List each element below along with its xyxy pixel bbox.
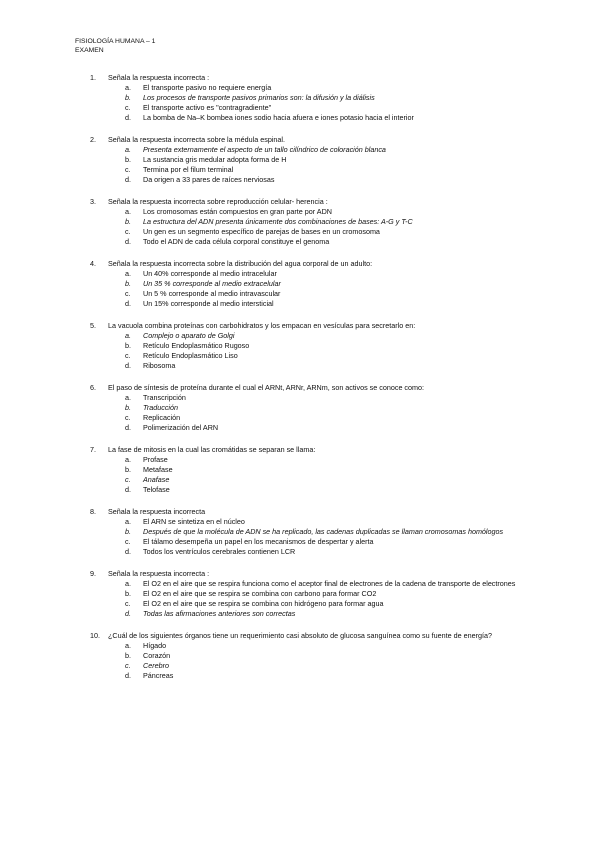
option-text: El transporte pasivo no requiere energía: [143, 83, 272, 92]
option-letter: b.: [125, 589, 131, 598]
answer-option: [125, 527, 530, 537]
question: [90, 383, 530, 433]
answer-option: [125, 393, 530, 403]
answer-option: [125, 289, 530, 299]
answer-option: [125, 227, 530, 237]
option-letter: b.: [125, 93, 131, 102]
option-letter: c.: [125, 475, 131, 484]
answer-option: [125, 279, 530, 289]
option-text: Telofase: [143, 485, 170, 494]
answer-option: [125, 83, 530, 93]
answer-option: [125, 217, 530, 227]
answer-option: [125, 237, 530, 247]
option-list: [108, 517, 530, 557]
option-letter: d.: [125, 423, 131, 432]
answer-option: [125, 113, 530, 123]
option-text: Presenta externamente el aspecto de un tallo cilíndrico de coloración blanca: [143, 145, 386, 154]
answer-option: [125, 589, 530, 599]
option-letter: b.: [125, 155, 131, 164]
answer-option: [125, 455, 530, 465]
question-text: ¿Cuál de los siguientes órganos tiene un requerimiento casi absoluto de glucosa sanguínea como su fuente de energía?: [108, 631, 492, 640]
question: [90, 321, 530, 371]
question-text: Señala la respuesta incorrecta :: [108, 569, 210, 578]
course-title: FISIOLOGÍA HUMANA – 1: [75, 38, 156, 45]
question: [90, 197, 530, 247]
question: [90, 73, 530, 123]
option-letter: d.: [125, 671, 131, 680]
option-text: La sustancia gris medular adopta forma de H: [143, 155, 287, 164]
answer-option: [125, 651, 530, 661]
option-text: Los procesos de transporte pasivos primarios son: la difusión y la diálisis: [143, 93, 375, 102]
option-letter: b.: [125, 465, 131, 474]
question-text: Señala la respuesta incorrecta sobre reproducción celular- herencia :: [108, 197, 328, 206]
answer-option: [125, 269, 530, 279]
option-list: [108, 145, 530, 185]
option-letter: d.: [125, 547, 131, 556]
question-number: 8.: [90, 507, 96, 516]
option-letter: a.: [125, 145, 131, 154]
option-text: Termina por el filum terminal: [143, 165, 234, 174]
option-text: Replicación: [143, 413, 181, 422]
answer-option: [125, 547, 530, 557]
question: [90, 569, 530, 619]
option-letter: c.: [125, 351, 131, 360]
option-letter: a.: [125, 331, 131, 340]
option-letter: c.: [125, 165, 131, 174]
answer-option: [125, 661, 530, 671]
answer-option: [125, 413, 530, 423]
answer-option: [125, 103, 530, 113]
question-number: 6.: [90, 383, 96, 392]
answer-option: [125, 351, 530, 361]
question: [90, 445, 530, 495]
option-letter: a.: [125, 83, 131, 92]
answer-option: [125, 423, 530, 433]
option-list: [108, 393, 530, 433]
option-list: [108, 579, 530, 619]
answer-option: [125, 641, 530, 651]
answer-option: [125, 175, 530, 185]
answer-option: [125, 331, 530, 341]
answer-option: [125, 609, 530, 619]
option-letter: b.: [125, 403, 131, 412]
answer-option: [125, 599, 530, 609]
option-text: Todos los ventrículos cerebrales contienen LCR: [143, 547, 296, 556]
question-text: La vacuola combina proteínas con carbohidratos y los empacan en vesículas para secretarlo en:: [108, 321, 416, 330]
answer-option: [125, 579, 530, 589]
option-letter: d.: [125, 237, 131, 246]
answer-option: [125, 93, 530, 103]
option-text: Un gen es un segmento específico de parejas de bases en un cromosoma: [143, 227, 380, 236]
option-letter: c.: [125, 413, 131, 422]
answer-option: [125, 465, 530, 475]
option-letter: a.: [125, 455, 131, 464]
answer-option: [125, 475, 530, 485]
option-list: [108, 269, 530, 309]
question-text: Señala la respuesta incorrecta sobre la distribución del agua corporal de un adulto:: [108, 259, 373, 268]
option-text: El transporte activo es "contragradiente": [143, 103, 272, 112]
question-list: [90, 73, 530, 693]
question-number: 3.: [90, 197, 96, 206]
option-letter: d.: [125, 609, 131, 618]
option-letter: d.: [125, 485, 131, 494]
option-letter: c.: [125, 599, 131, 608]
option-text: Un 15% corresponde al medio intersticial: [143, 299, 274, 308]
answer-option: [125, 155, 530, 165]
option-text: Transcripción: [143, 393, 186, 402]
option-text: La bomba de Na–K bombea iones sodio hacia afuera e iones potasio hacia el interior: [143, 113, 414, 122]
option-text: Páncreas: [143, 671, 174, 680]
option-letter: a.: [125, 579, 131, 588]
question-text: La fase de mitosis en la cual las cromátidas se separan se llama:: [108, 445, 316, 454]
question: [90, 135, 530, 185]
question-number: 9.: [90, 569, 96, 578]
option-letter: b.: [125, 651, 131, 660]
answer-option: [125, 537, 530, 547]
option-list: [108, 331, 530, 371]
option-text: La estructura del ADN presenta únicamente dos combinaciones de bases: A-G y T-C: [143, 217, 413, 226]
question-text: Señala la respuesta incorrecta sobre la médula espinal.: [108, 135, 285, 144]
option-list: [108, 455, 530, 495]
option-text: Complejo o aparato de Golgi: [143, 331, 235, 340]
option-letter: d.: [125, 361, 131, 370]
answer-option: [125, 165, 530, 175]
question-text: El paso de síntesis de proteína durante el cual el ARNt, ARNr, ARNm, son activos se conoce como:: [108, 383, 425, 392]
answer-option: [125, 207, 530, 217]
question-number: 5.: [90, 321, 96, 330]
option-letter: c.: [125, 661, 131, 670]
option-text: Corazón: [143, 651, 171, 660]
option-letter: c.: [125, 537, 131, 546]
option-text: Hígado: [143, 641, 167, 650]
option-letter: a.: [125, 207, 131, 216]
option-text: El O2 en el aire que se respira se combina con hidrógeno para formar agua: [143, 599, 384, 608]
option-text: El ARN se sintetiza en el núcleo: [143, 517, 245, 526]
question-number: 4.: [90, 259, 96, 268]
option-text: El tálamo desempeña un papel en los mecanismos de despertar y alerta: [143, 537, 374, 546]
answer-option: [125, 299, 530, 309]
option-letter: c.: [125, 227, 131, 236]
question-number: 1.: [90, 73, 96, 82]
option-text: Ribosoma: [143, 361, 176, 370]
question-number: 2.: [90, 135, 96, 144]
answer-option: [125, 485, 530, 495]
answer-option: [125, 403, 530, 413]
option-list: [108, 83, 530, 123]
option-letter: b.: [125, 341, 131, 350]
question-text: Señala la respuesta incorrecta: [108, 507, 206, 516]
option-text: El O2 en el aire que se respira se combina con carbono para formar CO2: [143, 589, 377, 598]
option-text: Polimerización del ARN: [143, 423, 219, 432]
question-number: 7.: [90, 445, 96, 454]
option-text: Metafase: [143, 465, 173, 474]
option-letter: d.: [125, 113, 131, 122]
option-text: Retículo Endoplasmático Rugoso: [143, 341, 250, 350]
question: [90, 507, 530, 557]
option-text: Un 35 % corresponde al medio extracelular: [143, 279, 281, 288]
option-letter: d.: [125, 299, 131, 308]
option-letter: a.: [125, 641, 131, 650]
question-text: Señala la respuesta incorrecta :: [108, 73, 210, 82]
option-letter: a.: [125, 269, 131, 278]
option-letter: b.: [125, 217, 131, 226]
option-letter: c.: [125, 289, 131, 298]
question: [90, 631, 530, 681]
answer-option: [125, 671, 530, 681]
answer-option: [125, 361, 530, 371]
option-letter: b.: [125, 279, 131, 288]
question-number: 10.: [90, 631, 100, 640]
option-text: Anafase: [143, 475, 170, 484]
question: [90, 259, 530, 309]
option-letter: a.: [125, 517, 131, 526]
option-text: Profase: [143, 455, 168, 464]
option-list: [108, 641, 530, 681]
option-letter: a.: [125, 393, 131, 402]
answer-option: [125, 517, 530, 527]
option-letter: d.: [125, 175, 131, 184]
option-text: Un 40% corresponde al medio intracelular: [143, 269, 277, 278]
option-text: Retículo Endoplasmático Liso: [143, 351, 238, 360]
option-text: Un 5 % corresponde al medio intravascular: [143, 289, 281, 298]
option-text: Los cromosomas están compuestos en gran parte por ADN: [143, 207, 332, 216]
option-text: Da origen a 33 pares de raíces nerviosas: [143, 175, 275, 184]
option-letter: c.: [125, 103, 131, 112]
option-text: Todas las afirmaciones anteriores son correctas: [143, 609, 296, 618]
option-text: Después de que la molécula de ADN se ha replicado, las cadenas duplicadas se llaman cromosomas homólogos: [143, 527, 504, 536]
option-text: Todo el ADN de cada célula corporal constituye el genoma: [143, 237, 330, 246]
answer-option: [125, 145, 530, 155]
exam-title: EXAMEN: [75, 47, 104, 54]
option-list: [108, 207, 530, 247]
answer-option: [125, 341, 530, 351]
option-text: Traducción: [143, 403, 179, 412]
option-letter: b.: [125, 527, 131, 536]
option-text: El O2 en el aire que se respira funciona como el aceptor final de electrones de la cadena de transporte de electrones: [143, 579, 516, 588]
option-text: Cerebro: [143, 661, 169, 670]
document-header: [75, 37, 155, 55]
